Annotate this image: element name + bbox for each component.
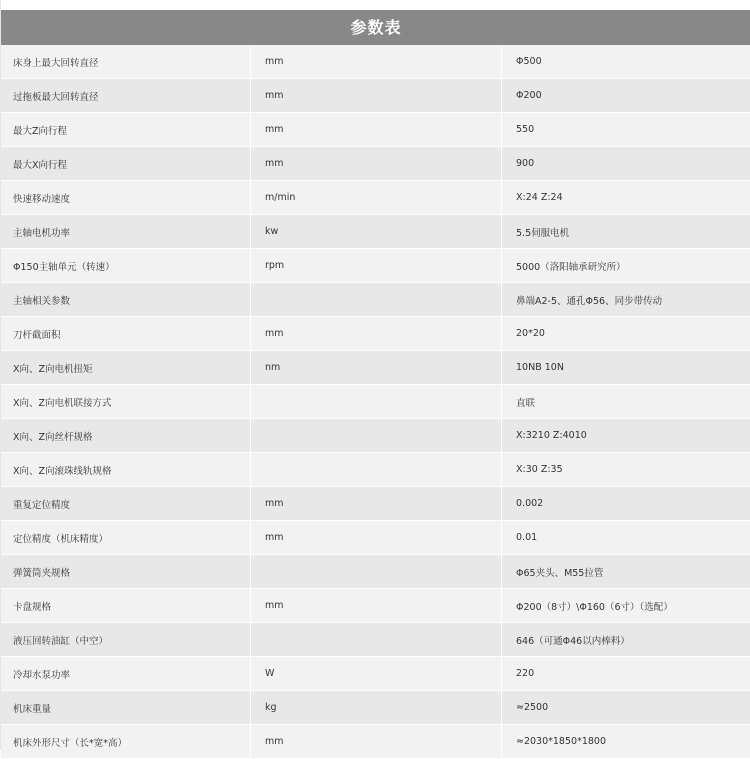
parameter-name-cell: X向、Z向丝杆规格 — [1, 419, 251, 452]
parameter-unit-cell: mm — [251, 79, 502, 112]
table-row — [1, 147, 750, 181]
parameter-name-cell: X向、Z向电机扭矩 — [1, 351, 251, 384]
parameter-unit-cell — [251, 623, 502, 656]
table-row — [1, 215, 750, 249]
parameter-name-cell: 卡盘规格 — [1, 589, 251, 622]
parameter-value-cell: 0.01 — [516, 532, 538, 543]
parameter-value-cell: 直联 — [516, 397, 536, 409]
parameter-unit-cell: mm — [251, 317, 502, 350]
table-row — [1, 589, 750, 623]
parameter-unit-cell: m/min — [251, 181, 502, 214]
parameter-name-cell: 快速移动速度 — [1, 181, 251, 214]
parameter-value-cell: Φ200（8寸）\Φ160（6寸）（选配） — [516, 601, 673, 613]
parameter-unit-cell: mm — [251, 113, 502, 146]
table-row — [1, 453, 750, 487]
parameter-name-cell: 液压回转油缸（中空） — [1, 623, 251, 656]
parameter-name-cell: 刀杆截面积 — [1, 317, 251, 350]
parameter-name-cell: 冷却水泵功率 — [1, 657, 251, 690]
table-row — [1, 385, 750, 419]
table-row — [1, 725, 750, 759]
parameter-name-cell: 主轴相关参数 — [1, 283, 251, 316]
parameter-unit-cell — [251, 453, 502, 486]
table-row — [1, 317, 750, 351]
parameter-name-cell: 床身上最大回转直径 — [1, 45, 251, 78]
parameter-unit-cell: mm — [251, 487, 502, 520]
parameter-value-cell: 20*20 — [516, 328, 545, 339]
parameter-value-cell: Φ500 — [516, 56, 542, 67]
parameter-value-cell: 鼻端A2-5、通孔Φ56、同步带传动 — [516, 295, 663, 307]
parameter-unit-cell: mm — [251, 45, 502, 78]
parameter-unit-cell — [251, 555, 502, 588]
parameter-unit-cell: nm — [251, 351, 502, 384]
table-row — [1, 487, 750, 521]
parameter-value-cell: X:30 Z:35 — [516, 464, 563, 475]
parameter-unit-cell — [251, 385, 502, 418]
parameter-value-cell: 220 — [516, 668, 535, 679]
parameter-value-cell: 646（可通Φ46以内棒料） — [516, 635, 630, 647]
parameter-unit-cell: mm — [251, 589, 502, 622]
parameter-value-cell: Φ200 — [516, 90, 542, 101]
table-row — [1, 555, 750, 589]
table-row — [1, 181, 750, 215]
parameter-unit-cell — [251, 419, 502, 452]
parameter-unit-cell — [251, 283, 502, 316]
parameter-value-cell: 900 — [516, 158, 535, 169]
parameter-name-cell: 定位精度（机床精度） — [1, 521, 251, 554]
table-row — [1, 113, 750, 147]
parameter-name-cell: X向、Z向电机联接方式 — [1, 385, 251, 418]
parameter-name-cell: 最大X向行程 — [1, 147, 251, 180]
parameter-value-cell: ≈2500 — [516, 702, 549, 713]
table-row — [1, 45, 750, 79]
parameter-unit-cell: kw — [251, 215, 502, 248]
table-row — [1, 521, 750, 555]
parameter-value-cell: Φ65夹头、M55拉管 — [516, 567, 604, 579]
table-row — [1, 283, 750, 317]
parameter-name-cell: 过拖板最大回转直径 — [1, 79, 251, 112]
parameter-value-cell: X:3210 Z:4010 — [516, 430, 587, 441]
parameter-name-cell: 机床外形尺寸（长*宽*高） — [1, 725, 251, 758]
parameter-value-cell: 5000（洛阳轴承研究所） — [516, 261, 626, 273]
parameter-unit-cell: W — [251, 657, 502, 690]
parameter-unit-cell: mm — [251, 147, 502, 180]
parameter-unit-cell: kg — [251, 691, 502, 724]
parameter-name-cell: Φ150主轴单元（转速） — [1, 249, 251, 282]
parameter-table — [1, 45, 750, 759]
parameter-name-cell: 弹簧筒夹规格 — [1, 555, 251, 588]
parameter-value-cell: 550 — [516, 124, 535, 135]
table-row — [1, 419, 750, 453]
table-row — [1, 657, 750, 691]
parameter-value-cell: ≈2030*1850*1800 — [516, 736, 606, 747]
parameter-name-cell: 重复定位精度 — [1, 487, 251, 520]
parameter-value-cell: 5.5伺服电机 — [516, 227, 570, 239]
table-row — [1, 691, 750, 725]
table-row — [1, 351, 750, 385]
parameter-value-cell: X:24 Z:24 — [516, 192, 563, 203]
parameter-value-cell: 10NB 10N — [516, 362, 564, 373]
table-row — [1, 249, 750, 283]
parameter-unit-cell: mm — [251, 725, 502, 758]
parameter-value-cell: 0.002 — [516, 498, 544, 509]
table-row — [1, 79, 750, 113]
parameter-name-cell: 主轴电机功率 — [1, 215, 251, 248]
parameter-name-cell: 最大Z向行程 — [1, 113, 251, 146]
parameter-name-cell: 机床重量 — [1, 691, 251, 724]
parameter-name-cell: X向、Z向滚珠线轨规格 — [1, 453, 251, 486]
table-row — [1, 623, 750, 657]
parameter-unit-cell: mm — [251, 521, 502, 554]
table-title: 参数表 — [1, 10, 750, 45]
parameter-unit-cell: rpm — [251, 249, 502, 282]
